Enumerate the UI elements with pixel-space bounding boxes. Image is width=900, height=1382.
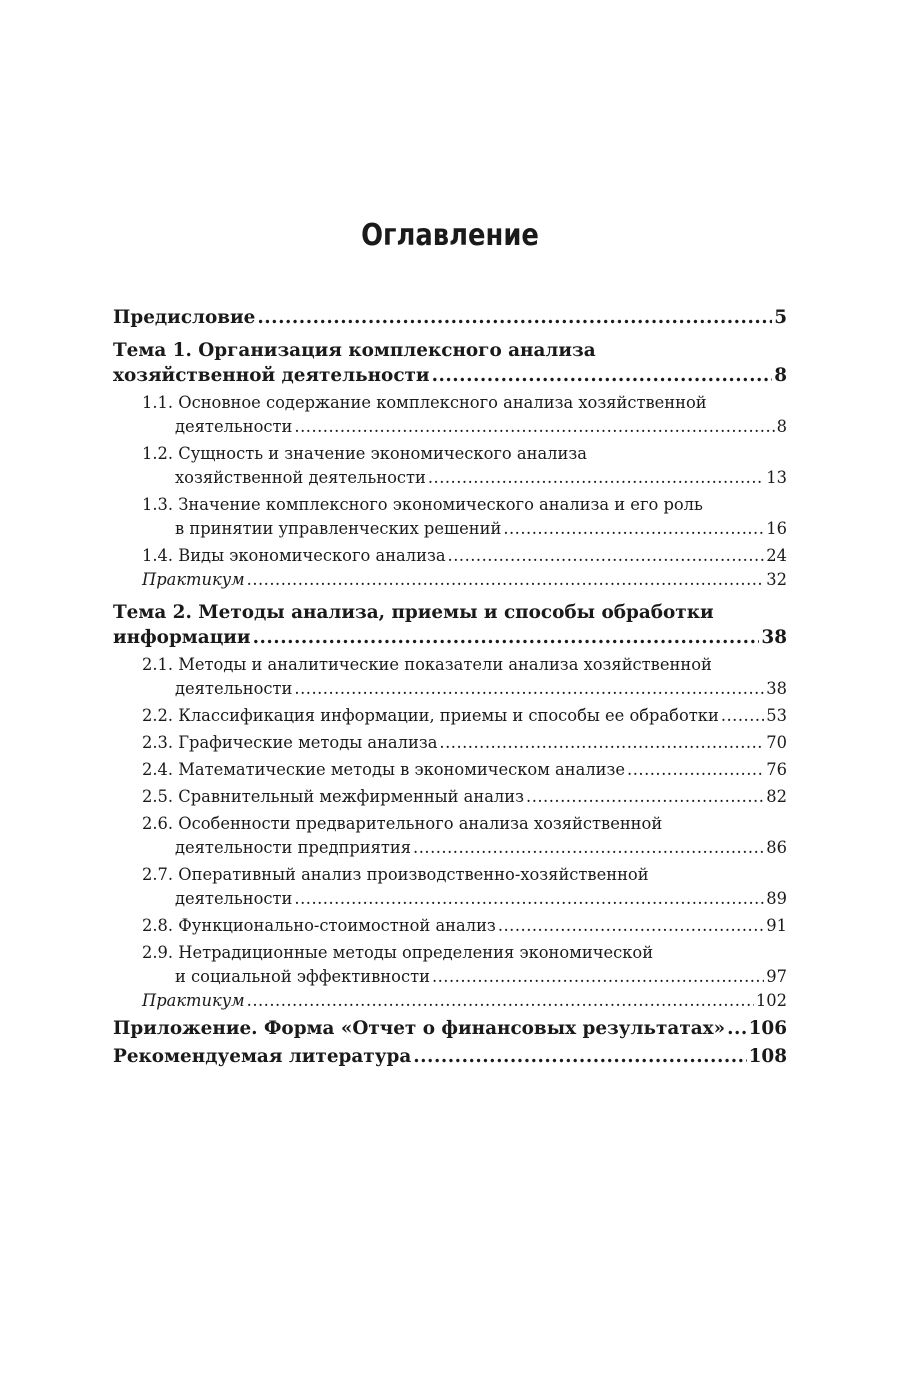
toc-preface[interactable] bbox=[113, 305, 787, 330]
dot-leader bbox=[727, 1016, 747, 1041]
toc-practicum-page: 102 bbox=[755, 991, 787, 1010]
toc-item-page: 38 bbox=[766, 679, 787, 698]
dot-leader bbox=[294, 415, 774, 439]
toc-item-label: 1.2. Сущность и значение экономического анализа bbox=[142, 444, 587, 463]
dot-leader bbox=[627, 758, 764, 782]
toc-item-label: 1.3. Значение комплексного экономического анализа и его роль bbox=[142, 495, 703, 514]
toc-item-label: 2.9. Нетрадиционные методы определения экономической bbox=[142, 943, 654, 962]
dot-leader bbox=[257, 305, 772, 330]
toc-item-page: 86 bbox=[766, 838, 787, 857]
toc-topic-1-page: 8 bbox=[774, 365, 787, 386]
toc-item-label-cont: и социальной эффективности bbox=[175, 967, 430, 986]
toc-practicum-label: Практикум bbox=[142, 991, 245, 1010]
toc-item-2-4[interactable] bbox=[113, 758, 787, 782]
toc-item-1-3[interactable] bbox=[113, 493, 787, 541]
toc-item-label-cont: деятельности bbox=[175, 679, 293, 698]
dot-leader bbox=[294, 677, 764, 701]
toc-item-2-6[interactable] bbox=[113, 812, 787, 860]
toc-item-label-cont: хозяйственной деятельности bbox=[175, 468, 426, 487]
toc-item-2-2[interactable] bbox=[113, 704, 787, 728]
toc-item-label-cont: деятельности bbox=[175, 889, 293, 908]
toc-topic-2[interactable] bbox=[113, 600, 787, 650]
toc-item-label: 2.6. Особенности предварительного анализа хозяйственной bbox=[142, 814, 663, 833]
page-title: Оглавление bbox=[361, 218, 539, 253]
dot-leader bbox=[413, 836, 764, 860]
toc-appendix-label: Приложение. Форма «Отчет о финансовых результатах» bbox=[113, 1018, 726, 1039]
toc-topic-1-title-line1: Тема 1. Организация комплексного анализа bbox=[113, 340, 596, 361]
toc-item-label: 2.7. Оперативный анализ производственно-хозяйственной bbox=[142, 865, 649, 884]
toc-topic-2-page: 38 bbox=[761, 627, 787, 648]
toc-item-2-3[interactable] bbox=[113, 731, 787, 755]
toc-item-page: 70 bbox=[766, 733, 787, 752]
toc-item-page: 97 bbox=[766, 967, 787, 986]
toc-practicum-label: Практикум bbox=[142, 570, 245, 589]
toc-literature-label: Рекомендуемая литература bbox=[113, 1046, 412, 1067]
toc-item-label: 2.1. Методы и аналитические показатели анализа хозяйственной bbox=[142, 655, 712, 674]
dot-leader bbox=[428, 466, 764, 490]
dot-leader bbox=[432, 363, 773, 388]
toc-preface-label: Предисловие bbox=[113, 307, 256, 328]
toc-item-2-7[interactable] bbox=[113, 863, 787, 911]
toc-item-page: 82 bbox=[766, 787, 787, 806]
toc-item-label-cont: в принятии управленческих решений bbox=[175, 519, 502, 538]
dot-leader bbox=[503, 517, 764, 541]
toc-item-page: 76 bbox=[766, 760, 787, 779]
toc-item-page: 91 bbox=[766, 916, 787, 935]
dot-leader bbox=[448, 544, 765, 568]
toc-item-1-4[interactable] bbox=[113, 544, 787, 568]
dot-leader bbox=[498, 914, 764, 938]
dot-leader bbox=[253, 625, 760, 650]
dot-leader bbox=[432, 965, 764, 989]
toc-item-label: 2.8. Функционально-стоимостной анализ bbox=[142, 916, 496, 935]
toc-appendix[interactable] bbox=[113, 1016, 787, 1041]
dot-leader bbox=[526, 785, 764, 809]
toc-topic-1-title-line2: хозяйственной деятельности bbox=[113, 365, 430, 386]
dot-leader bbox=[294, 887, 764, 911]
toc-item-label: 2.5. Сравнительный межфирменный анализ bbox=[142, 787, 525, 806]
toc-item-label: 2.2. Классификация информации, приемы и способы ее обработки bbox=[142, 706, 719, 725]
toc-practicum-1[interactable] bbox=[113, 568, 787, 592]
toc-item-1-1[interactable] bbox=[113, 391, 787, 439]
toc-item-label: 2.3. Графические методы анализа bbox=[142, 733, 438, 752]
toc-item-2-1[interactable] bbox=[113, 653, 787, 701]
table-of-contents bbox=[113, 305, 787, 1069]
toc-topic-2-title-line2: информации bbox=[113, 627, 251, 648]
dot-leader bbox=[439, 731, 764, 755]
toc-item-page: 16 bbox=[766, 519, 787, 538]
toc-item-page: 53 bbox=[766, 706, 787, 725]
toc-item-label: 1.4. Виды экономического анализа bbox=[142, 546, 446, 565]
toc-appendix-page: 106 bbox=[748, 1018, 787, 1039]
toc-topic-1[interactable] bbox=[113, 338, 787, 388]
toc-practicum-2[interactable] bbox=[113, 989, 787, 1013]
dot-leader bbox=[721, 704, 764, 728]
toc-preface-page: 5 bbox=[774, 307, 787, 328]
toc-topic-2-title-line1: Тема 2. Методы анализа, приемы и способы обработки bbox=[113, 602, 714, 623]
toc-item-page: 13 bbox=[766, 468, 787, 487]
toc-item-page: 24 bbox=[766, 546, 787, 565]
toc-item-1-2[interactable] bbox=[113, 442, 787, 490]
toc-item-2-9[interactable] bbox=[113, 941, 787, 989]
dot-leader bbox=[247, 568, 765, 592]
toc-item-2-5[interactable] bbox=[113, 785, 787, 809]
toc-item-label-cont: деятельности bbox=[175, 417, 293, 436]
toc-literature-page: 108 bbox=[748, 1046, 787, 1067]
dot-leader bbox=[247, 989, 754, 1013]
toc-item-2-8[interactable] bbox=[113, 914, 787, 938]
toc-item-label: 2.4. Математические методы в экономическом анализе bbox=[142, 760, 626, 779]
toc-literature[interactable] bbox=[113, 1044, 787, 1069]
toc-item-label-cont: деятельности предприятия bbox=[175, 838, 412, 857]
toc-item-label: 1.1. Основное содержание комплексного анализа хозяйственной bbox=[142, 393, 707, 412]
dot-leader bbox=[413, 1044, 746, 1069]
toc-practicum-page: 32 bbox=[766, 570, 787, 589]
toc-item-page: 8 bbox=[776, 417, 787, 436]
toc-item-page: 89 bbox=[766, 889, 787, 908]
